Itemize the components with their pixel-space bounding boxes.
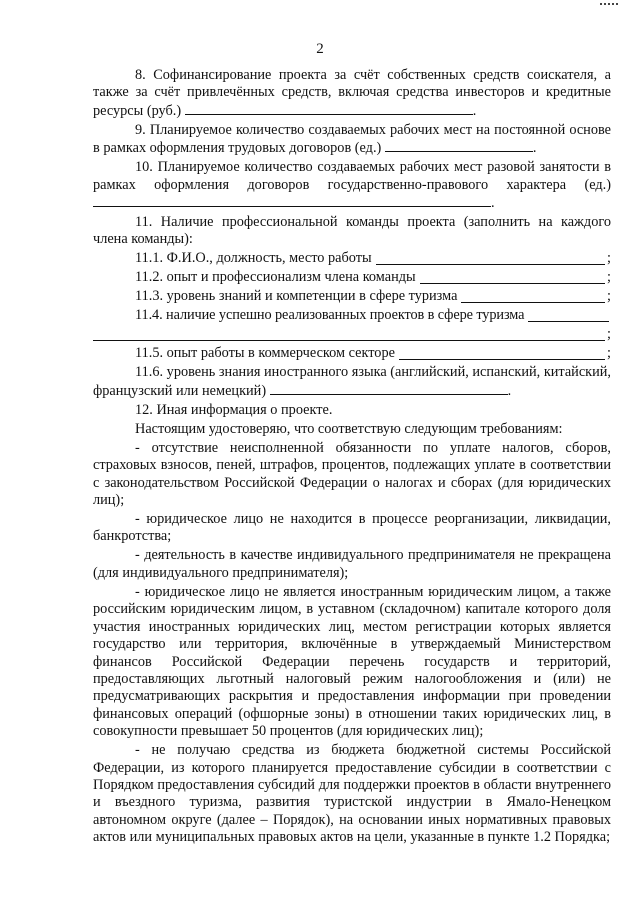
item-11-6-blank[interactable]: [270, 382, 508, 395]
page-number: 2: [316, 41, 324, 57]
requirement-4: - юридическое лицо не является иностранным юридическим лицом, а также российским юридическим лицом, в уставном (складочном) капитале которого доля участия иностранных юридических лиц, местом регистрации которых является государство или территория, включённые в утверждаемый Министерством финансов Российской Федерации перечень государств и территорий, предоставляющих льготный налоговый режим налогообложения и (или) не предусматривающих раскрытия и предоставления информации при проведении финансовых операций (офшорные зоны) в отношении таких юридических лиц, в совокупности превышает 50 процентов (для юридических лиц);: [93, 583, 611, 740]
item-11-4-blank[interactable]: [528, 309, 609, 322]
item-11-1-text: 11.1. Ф.И.О., должность, место работы: [135, 250, 372, 267]
item-11-5-end: ;: [607, 345, 611, 362]
item-11-1: [93, 250, 611, 267]
requirement-5: - не получаю средства из бюджета бюджетной системы Российской Федерации, из которого планируется предоставление субсидии в соответствии с Порядком предоставления субсидий для поддержки проектов в области внутреннего и въездного туризма, развития туристской индустрии в Ямало-Ненецком автономном округе (далее – Порядок), на основании иных нормативных правовых актов или муниципальных правовых актов на цели, указанные в пункте 1.2 Порядка;: [93, 742, 611, 846]
item-10: [93, 159, 611, 212]
item-11-2: [93, 269, 611, 286]
requirement-3: - деятельность в качестве индивидуального предпринимателя не прекращена (для индивидуального предпринимателя);: [93, 547, 611, 581]
item-11-4-text: 11.4. наличие успешно реализованных проектов в сфере туризма: [135, 307, 525, 324]
item-8-text: 8. Софинансирование проекта за счёт собственных средств соискателя, а также за счёт привлечённых средств, включая средства инвесторов и кредитные ресурсы (руб.): [93, 67, 611, 119]
item-11-5-text: 11.5. опыт работы в коммерческом секторе: [135, 345, 395, 362]
item-11-5-blank[interactable]: [399, 347, 605, 360]
item-10-text: 10. Планируемое количество создаваемых рабочих мест разовой занятости в рамках оформления договоров государственно-правового характера (ед.): [93, 159, 611, 193]
item-11-3-end: ;: [607, 288, 611, 305]
item-11-2-end: ;: [607, 269, 611, 286]
item-11-2-blank[interactable]: [420, 271, 605, 284]
item-10-blank[interactable]: [93, 194, 491, 207]
requirement-2: - юридическое лицо не находится в процессе реорганизации, ликвидации, банкротства;: [93, 511, 611, 545]
item-11-4-end: ;: [607, 326, 611, 343]
item-11-5: [93, 345, 611, 362]
item-11-6-end: .: [507, 382, 512, 399]
item-10-end: .: [491, 195, 495, 212]
item-11-6: [93, 364, 611, 400]
item-8-end: .: [472, 102, 477, 119]
item-11-3: [93, 288, 611, 305]
certify-statement: Настоящим удостоверяю, что соответствую следующим требованиям:: [135, 420, 563, 437]
item-12: 12. Иная информация о проекте.: [135, 401, 333, 418]
item-9-text: 9. Планируемое количество создаваемых рабочих мест на постоянной основе в рамках оформления трудовых договоров (ед.): [93, 121, 611, 157]
item-11-4-blank-2[interactable]: [93, 328, 605, 341]
item-11: 11. Наличие профессиональной команды проекта (заполнить на каждого члена команды):: [93, 214, 611, 248]
item-11-4: [93, 307, 611, 324]
item-11-3-text: 11.3. уровень знаний и компетенции в сфере туризма: [135, 288, 458, 305]
item-11-1-end: ;: [607, 250, 611, 267]
item-11-1-blank[interactable]: [376, 252, 605, 265]
item-9: [93, 122, 611, 158]
item-11-2-text: 11.2. опыт и профессионализм члена команды: [135, 269, 416, 286]
item-8: [93, 67, 611, 120]
form-content: [93, 67, 611, 848]
item-11-6-text: 11.6. уровень знания иностранного языка (английский, испанский, китайский, французский или немецкий): [93, 364, 611, 399]
item-11-4-continuation: [93, 326, 611, 343]
item-9-end: .: [532, 140, 537, 157]
requirement-1: - отсутствие неисполненной обязанности по уплате налогов, сборов, страховых взносов, пеней, штрафов, процентов, подлежащих уплате в соответствии с законодательством Российской Федерации о налогах и сборах (для юридических лиц);: [93, 439, 611, 509]
item-11-3-blank[interactable]: [461, 290, 605, 303]
scan-artifact-mark: [600, 3, 618, 7]
item-8-blank[interactable]: [185, 102, 473, 115]
item-9-blank[interactable]: [385, 139, 533, 152]
